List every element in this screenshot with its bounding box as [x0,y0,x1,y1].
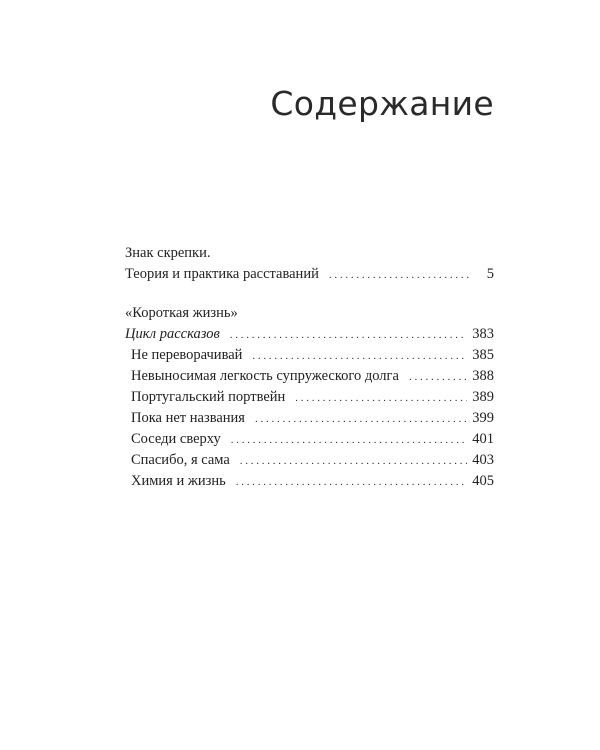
toc-entry[interactable] [125,471,494,492]
toc-entry[interactable] [125,345,494,366]
toc-entry-page: 388 [472,368,494,384]
toc-entry-title: Химия и жизнь [131,473,226,489]
dot-leader [255,409,467,430]
toc-entry-title: Цикл рассказов [125,326,220,342]
dot-leader [329,265,469,286]
dot-leader [409,367,467,388]
toc-entry[interactable] [125,429,494,450]
dot-leader [231,430,468,451]
toc-entry[interactable] [125,450,494,471]
toc-entry[interactable] [125,366,494,387]
toc-entry-title: Невыносимая легкость супружеского долга [131,368,399,384]
toc-entry-title: Португальский портвейн [131,389,286,405]
toc-entry-page: 401 [472,431,494,447]
toc-entry-page: 5 [486,266,494,282]
toc-entry[interactable] [125,408,494,429]
toc-entry[interactable] [125,324,494,345]
toc-entry[interactable] [125,264,494,285]
toc-section-heading: Знак скрепки. [125,245,211,261]
toc-entry-page: 383 [472,326,494,342]
dot-leader [240,451,467,472]
toc-entry-title: Пока нет названия [131,410,245,426]
toc-section-heading: «Короткая жизнь» [125,305,238,321]
table-of-contents [125,243,494,492]
dot-leader [252,346,467,367]
toc-entry-title: Спасибо, я сама [131,452,230,468]
dot-leader [295,388,467,409]
toc-entry-page: 399 [472,410,494,426]
toc-entry-page: 405 [472,473,494,489]
toc-entry-page: 389 [472,389,494,405]
toc-entry-title: Не переворачивай [131,347,243,363]
toc-entry-page: 385 [472,347,494,363]
page-title: Содержание [270,84,494,123]
toc-entry-title: Теория и практика расставаний [125,266,319,282]
dot-leader [230,325,467,346]
toc-entry-title: Соседи сверху [131,431,221,447]
dot-leader [236,472,468,493]
toc-entry-page: 403 [472,452,494,468]
toc-entry[interactable] [125,387,494,408]
section-spacer [125,285,494,303]
